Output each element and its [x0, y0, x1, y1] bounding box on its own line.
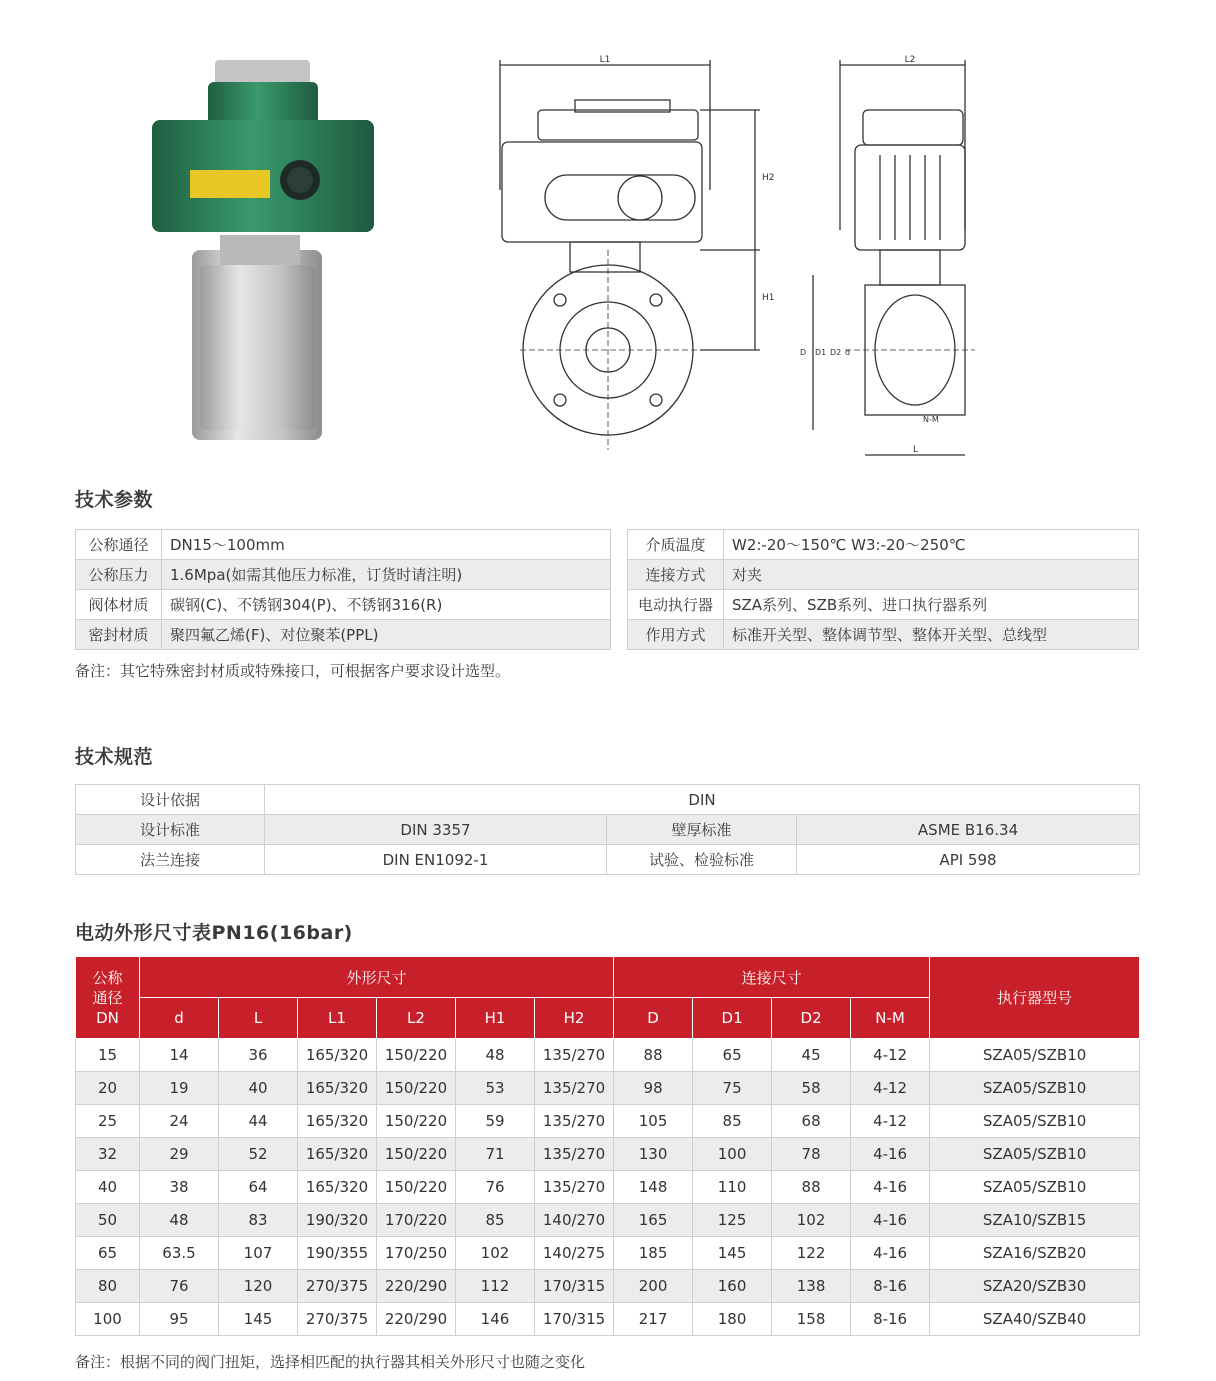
table-cell: 76: [456, 1171, 535, 1204]
table-cell: 38: [140, 1171, 219, 1204]
table-cell: 76: [140, 1270, 219, 1303]
table-row: [76, 1237, 1140, 1270]
table-cell: 120: [219, 1270, 298, 1303]
table-cell: 170/315: [535, 1270, 614, 1303]
table-cell: 217: [614, 1303, 693, 1336]
table-cell: SZA16/SZB20: [930, 1237, 1140, 1270]
table-cell: 150/220: [377, 1039, 456, 1072]
table-cell: 190/320: [298, 1204, 377, 1237]
table-cell: 29: [140, 1138, 219, 1171]
table-cell: 165/320: [298, 1171, 377, 1204]
table-cell: 105: [614, 1105, 693, 1138]
table-cell: 63.5: [140, 1237, 219, 1270]
table-cell: 135/270: [535, 1072, 614, 1105]
table-cell: 200: [614, 1270, 693, 1303]
table-cell: 8-16: [851, 1303, 930, 1336]
table-cell: 4-12: [851, 1105, 930, 1138]
table-cell: 85: [456, 1204, 535, 1237]
param-value: SZA系列、SZB系列、进口执行器系列: [724, 590, 1139, 620]
table-cell: 45: [772, 1039, 851, 1072]
label-d1: D1: [815, 348, 827, 357]
label-l1: L1: [599, 55, 611, 65]
label-h1: H1: [762, 293, 775, 303]
table-cell: SZA40/SZB40: [930, 1303, 1140, 1336]
param-key: 连接方式: [628, 560, 724, 590]
header-col: D2: [772, 998, 851, 1039]
label-h2: H2: [762, 173, 775, 183]
table-cell: 53: [456, 1072, 535, 1105]
spec-value: ASME B16.34: [797, 815, 1140, 845]
dim-title: 电动外形尺寸表PN16(16bar): [75, 922, 353, 944]
table-cell: 165/320: [298, 1072, 377, 1105]
spec-value: DIN: [265, 785, 1140, 815]
table-cell: 4-16: [851, 1171, 930, 1204]
table-cell: 80: [76, 1270, 140, 1303]
table-cell: 19: [140, 1072, 219, 1105]
table-cell: 75: [693, 1072, 772, 1105]
table-cell: 190/355: [298, 1237, 377, 1270]
spec-title: 技术规范: [75, 746, 154, 768]
table-row: [76, 1204, 1140, 1237]
table-cell: 100: [76, 1303, 140, 1336]
table-cell: 95: [140, 1303, 219, 1336]
table-cell: 65: [693, 1039, 772, 1072]
param-key: 公称通径: [76, 530, 162, 560]
table-cell: 59: [456, 1105, 535, 1138]
table-cell: 52: [219, 1138, 298, 1171]
table-cell: 125: [693, 1204, 772, 1237]
table-cell: 50: [76, 1204, 140, 1237]
table-cell: 25: [76, 1105, 140, 1138]
table-cell: 220/290: [377, 1303, 456, 1336]
spec-value: DIN 3357: [265, 815, 607, 845]
product-figures: [0, 40, 1216, 470]
param-key: 密封材质: [76, 620, 162, 650]
table-cell: 145: [693, 1237, 772, 1270]
table-cell: 32: [76, 1138, 140, 1171]
table-cell: 170/250: [377, 1237, 456, 1270]
table-cell: 20: [76, 1072, 140, 1105]
table-cell: 150/220: [377, 1105, 456, 1138]
table-cell: 110: [693, 1171, 772, 1204]
table-cell: 100: [693, 1138, 772, 1171]
param-key: 作用方式: [628, 620, 724, 650]
params-title: 技术参数: [75, 489, 154, 511]
header-dn: [76, 957, 140, 1039]
table-cell: 15: [76, 1039, 140, 1072]
param-key: 电动执行器: [628, 590, 724, 620]
table-cell: 112: [456, 1270, 535, 1303]
table-cell: 44: [219, 1105, 298, 1138]
table-row: [76, 590, 611, 620]
table-cell: 140/275: [535, 1237, 614, 1270]
param-value: W2:-20～150℃ W3:-20～250℃: [724, 530, 1139, 560]
table-cell: 146: [456, 1303, 535, 1336]
table-cell: 4-12: [851, 1072, 930, 1105]
label-d-lower: d: [845, 348, 851, 357]
table-row: [76, 815, 1140, 845]
table-cell: 165/320: [298, 1138, 377, 1171]
table-row: [76, 845, 1140, 875]
label-d-upper: D: [800, 348, 807, 357]
table-cell: 160: [693, 1270, 772, 1303]
table-cell: 158: [772, 1303, 851, 1336]
params-table-left: [75, 529, 611, 650]
header-col: N-M: [851, 998, 930, 1039]
table-cell: 24: [140, 1105, 219, 1138]
header-connection-size: 连接尺寸: [614, 957, 930, 998]
param-key: 介质温度: [628, 530, 724, 560]
table-row: [628, 620, 1139, 650]
header-col: H2: [535, 998, 614, 1039]
param-value: DN15～100mm: [162, 530, 611, 560]
table-cell: 170/315: [535, 1303, 614, 1336]
dimension-table: [75, 956, 1140, 1336]
table-cell: 83: [219, 1204, 298, 1237]
table-cell: 71: [456, 1138, 535, 1171]
spec-key: 法兰连接: [76, 845, 265, 875]
table-cell: 4-16: [851, 1237, 930, 1270]
spec-key: 设计依据: [76, 785, 265, 815]
table-cell: 130: [614, 1138, 693, 1171]
table-cell: 88: [614, 1039, 693, 1072]
table-cell: 220/290: [377, 1270, 456, 1303]
table-cell: SZA05/SZB10: [930, 1138, 1140, 1171]
table-cell: 98: [614, 1072, 693, 1105]
table-cell: SZA05/SZB10: [930, 1072, 1140, 1105]
param-value: 1.6Mpa(如需其他压力标准，订货时请注明): [162, 560, 611, 590]
table-row: [76, 1105, 1140, 1138]
table-cell: 135/270: [535, 1138, 614, 1171]
label-nm: N-M: [923, 415, 939, 424]
table-row: [76, 530, 611, 560]
spec-key: 壁厚标准: [607, 815, 797, 845]
valve-side-drawing: [795, 50, 995, 460]
header-col: L: [219, 998, 298, 1039]
param-value: 聚四氟乙烯(F)、对位聚苯(PPL): [162, 620, 611, 650]
table-row: [76, 1072, 1140, 1105]
header-col: D: [614, 998, 693, 1039]
valve-front-drawing: [490, 50, 775, 460]
table-cell: 150/220: [377, 1072, 456, 1105]
label-l: L: [913, 445, 919, 455]
table-row: [76, 1171, 1140, 1204]
table-row: [76, 785, 1140, 815]
table-cell: 85: [693, 1105, 772, 1138]
table-cell: 58: [772, 1072, 851, 1105]
table-cell: 40: [219, 1072, 298, 1105]
param-value: 标准开关型、整体调节型、整体开关型、总线型: [724, 620, 1139, 650]
dimension-table-body: [76, 1039, 1140, 1336]
table-cell: 138: [772, 1270, 851, 1303]
warning-label-icon: [190, 170, 270, 198]
table-cell: 135/270: [535, 1039, 614, 1072]
param-key: 公称压力: [76, 560, 162, 590]
table-cell: SZA05/SZB10: [930, 1105, 1140, 1138]
label-l2: L2: [904, 55, 916, 65]
header-col: D1: [693, 998, 772, 1039]
table-row: [76, 620, 611, 650]
table-cell: 135/270: [535, 1105, 614, 1138]
param-value: 对夹: [724, 560, 1139, 590]
table-cell: 180: [693, 1303, 772, 1336]
params-note: 备注：其它特殊密封材质或特殊接口，可根据客户要求设计选型。: [75, 662, 511, 680]
table-cell: 4-16: [851, 1204, 930, 1237]
param-value: 碳钢(C)、不锈钢304(P)、不锈钢316(R): [162, 590, 611, 620]
table-cell: 48: [140, 1204, 219, 1237]
table-cell: 4-16: [851, 1138, 930, 1171]
table-cell: 68: [772, 1105, 851, 1138]
header-col: L2: [377, 998, 456, 1039]
table-cell: 185: [614, 1237, 693, 1270]
table-cell: 165: [614, 1204, 693, 1237]
table-cell: 122: [772, 1237, 851, 1270]
table-row: [76, 1270, 1140, 1303]
table-cell: 148: [614, 1171, 693, 1204]
table-cell: SZA20/SZB30: [930, 1270, 1140, 1303]
header-outer-size: 外形尺寸: [140, 957, 614, 998]
table-cell: 165/320: [298, 1039, 377, 1072]
table-cell: SZA10/SZB15: [930, 1204, 1140, 1237]
spec-key: 设计标准: [76, 815, 265, 845]
dim-note: 备注：根据不同的阀门扭矩，选择相匹配的执行器其相关外形尺寸也随之变化: [75, 1353, 586, 1371]
table-row: [76, 1303, 1140, 1336]
header-actuator-model: 执行器型号: [930, 957, 1140, 1039]
table-cell: 270/375: [298, 1270, 377, 1303]
header-col: L1: [298, 998, 377, 1039]
table-cell: 165/320: [298, 1105, 377, 1138]
table-row: [628, 590, 1139, 620]
table-cell: 64: [219, 1171, 298, 1204]
label-d2: D2: [830, 348, 842, 357]
header-col: H1: [456, 998, 535, 1039]
table-cell: 88: [772, 1171, 851, 1204]
table-row: [76, 560, 611, 590]
table-cell: 145: [219, 1303, 298, 1336]
table-cell: 102: [772, 1204, 851, 1237]
table-row: [76, 1138, 1140, 1171]
header-col: d: [140, 998, 219, 1039]
header-dn-line2: 通径: [92, 988, 123, 1007]
table-cell: 48: [456, 1039, 535, 1072]
table-cell: 4-12: [851, 1039, 930, 1072]
table-row: [76, 1039, 1140, 1072]
table-cell: 107: [219, 1237, 298, 1270]
table-cell: 150/220: [377, 1171, 456, 1204]
spec-key: 试验、检验标准: [607, 845, 797, 875]
spec-value: DIN EN1092-1: [265, 845, 607, 875]
header-row: [76, 957, 1140, 998]
header-dn-line1: 公称: [92, 968, 123, 987]
table-cell: 40: [76, 1171, 140, 1204]
valve-product-photo: [140, 50, 390, 450]
table-cell: SZA05/SZB10: [930, 1171, 1140, 1204]
params-table-right: [627, 529, 1139, 650]
table-row: [628, 560, 1139, 590]
table-cell: 140/270: [535, 1204, 614, 1237]
table-cell: 150/220: [377, 1138, 456, 1171]
table-cell: 36: [219, 1039, 298, 1072]
table-cell: 8-16: [851, 1270, 930, 1303]
table-cell: 65: [76, 1237, 140, 1270]
header-dn-line3: DN: [96, 1008, 119, 1027]
table-cell: SZA05/SZB10: [930, 1039, 1140, 1072]
table-row: [628, 530, 1139, 560]
table-cell: 102: [456, 1237, 535, 1270]
table-cell: 78: [772, 1138, 851, 1171]
param-key: 阀体材质: [76, 590, 162, 620]
table-cell: 135/270: [535, 1171, 614, 1204]
spec-value: API 598: [797, 845, 1140, 875]
table-cell: 170/220: [377, 1204, 456, 1237]
spec-table: [75, 784, 1140, 875]
table-cell: 14: [140, 1039, 219, 1072]
table-cell: 270/375: [298, 1303, 377, 1336]
